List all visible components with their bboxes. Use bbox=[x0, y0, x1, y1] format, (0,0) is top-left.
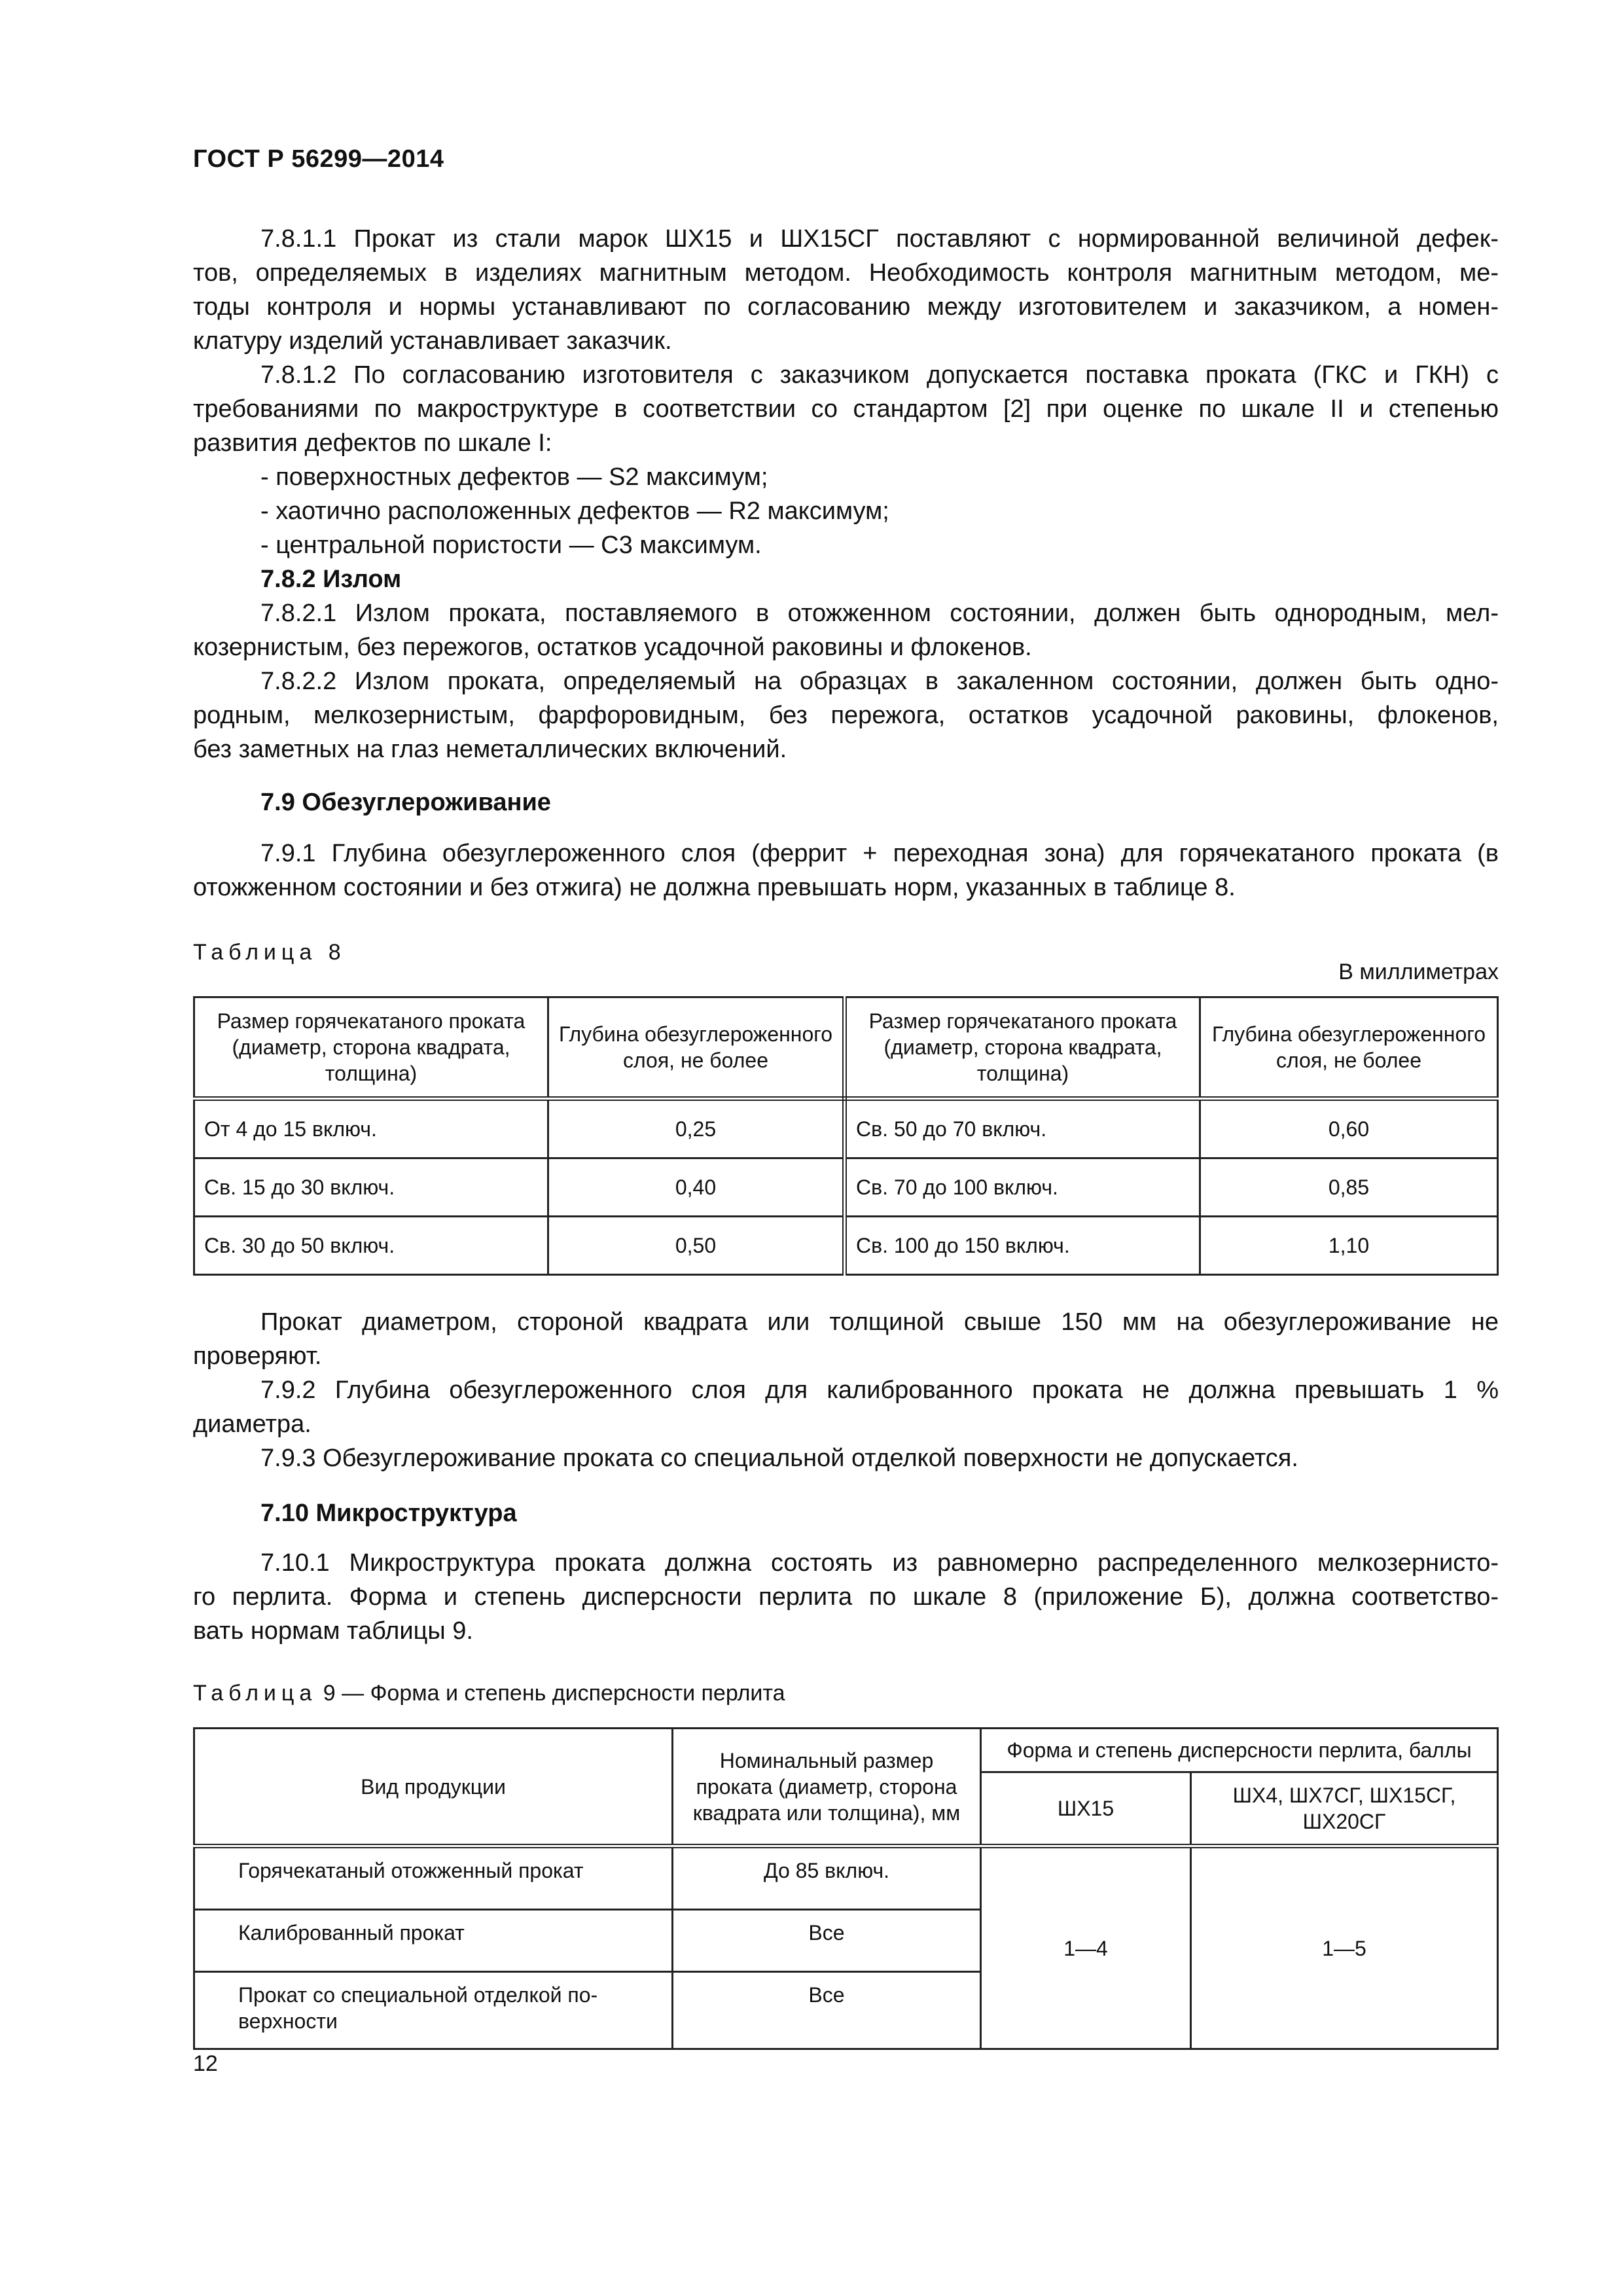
text-line: 7.8.2.1 Излом проката, поставляемого в отожженном состоянии, должен быть однородным, мел- bbox=[260, 600, 1499, 627]
table-cell: Св. 70 до 100 включ. bbox=[845, 1158, 1200, 1217]
paragraph-7-10-1 bbox=[193, 1546, 1499, 1648]
table-cell: Прокат со специальной отделкой по-верхности bbox=[194, 1972, 673, 2049]
table-row bbox=[194, 1846, 1498, 1910]
text-line: 7.10.1 Микроструктура проката должна состоять из равномерно распределенного мелкозернисто- bbox=[260, 1549, 1499, 1577]
text-line: тоды контроля и нормы устанавливают по согласованию между изготовителем и заказчиком, а номен- bbox=[193, 293, 1499, 321]
section-heading-7-10 bbox=[193, 1496, 1499, 1530]
heading-text: 7.9 Обезуглероживание bbox=[260, 789, 551, 816]
table-cell: Горячекатаный отожженный прокат bbox=[194, 1846, 673, 1910]
table-cell: Св. 100 до 150 включ. bbox=[845, 1217, 1200, 1275]
header-form: Форма и степень дисперсности перлита, баллы bbox=[981, 1729, 1498, 1772]
table-9-caption: Таблица 9 — Форма и степень дисперсности перлита bbox=[193, 1681, 785, 1706]
text-line: 7.8.1.2 По согласованию изготовителя с заказчиком допускается поставка проката (ГКС и ГКН) с bbox=[260, 361, 1499, 389]
text-line: родным, мелкозернистым, фарфоровидным, без пережога, остатков усадочной раковины, флокенов, bbox=[193, 702, 1499, 729]
text-line: 7.9.1 Глубина обезуглероженного слоя (феррит + переходная зона) для горячекатаного проката (в bbox=[260, 840, 1499, 867]
section-heading-7-9 bbox=[193, 785, 1499, 819]
table-cell: От 4 до 15 включ. bbox=[194, 1099, 548, 1158]
list-item: - центральной пористости — С3 максимум. bbox=[260, 531, 762, 559]
heading-text: 7.10 Микроструктура bbox=[260, 1499, 517, 1527]
header-depth: Глубина обезуглероженного слоя, не более bbox=[548, 997, 845, 1099]
table-row bbox=[194, 1217, 1498, 1275]
paragraph-7-9-1 bbox=[193, 836, 1499, 905]
list-item: - поверхностных дефектов — S2 максимум; bbox=[260, 463, 768, 491]
table-cell: 1—5 bbox=[1191, 1846, 1498, 2049]
text-line: козернистым, без пережогов, остатков усадочной раковины и флокенов. bbox=[193, 634, 1032, 661]
paragraph-7-8-1-2 bbox=[193, 358, 1499, 766]
table-cell: 0,85 bbox=[1200, 1158, 1498, 1217]
header-size: Номинальный размер проката (диаметр, сторона квадрата или толщина), мм bbox=[673, 1729, 981, 1846]
table-9 bbox=[193, 1727, 1499, 2050]
text-line: 7.8.1.1 Прокат из стали марок ШХ15 и ШХ15СГ поставляют с нормированной величиной дефек- bbox=[260, 225, 1499, 253]
table-cell: Св. 15 до 30 включ. bbox=[194, 1158, 548, 1217]
section-heading-7-8-2: 7.8.2 Излом bbox=[260, 565, 402, 593]
paragraph-7-8-1-1 bbox=[193, 222, 1499, 358]
text-line: проверяют. bbox=[193, 1342, 322, 1370]
header-grade-2: ШХ4, ШХ7СГ, ШХ15СГ, ШХ20СГ bbox=[1191, 1772, 1498, 1846]
text-line: без заметных на глаз неметаллических включений. bbox=[193, 736, 787, 763]
document-header: ГОСТ Р 56299—2014 bbox=[193, 145, 444, 173]
table-cell: 0,60 bbox=[1200, 1099, 1498, 1158]
table-cell: До 85 включ. bbox=[673, 1846, 981, 1910]
header-size: Размер горячекатаного проката (диаметр, сторона квадрата, толщина) bbox=[845, 997, 1200, 1099]
text-line: го перлита. Форма и степень дисперсности перлита по шкале 8 (приложение Б), должна соответство- bbox=[193, 1583, 1499, 1611]
table-cell: 0,50 bbox=[548, 1217, 845, 1275]
table-cell: Св. 50 до 70 включ. bbox=[845, 1099, 1200, 1158]
table-cell: 1,10 bbox=[1200, 1217, 1498, 1275]
table-header-row bbox=[194, 997, 1498, 1099]
header-depth: Глубина обезуглероженного слоя, не более bbox=[1200, 997, 1498, 1099]
table-cell: Св. 30 до 50 включ. bbox=[194, 1217, 548, 1275]
table-8 bbox=[193, 996, 1499, 1276]
table-row bbox=[194, 1158, 1498, 1217]
table-8-caption: Таблица 8 bbox=[193, 940, 346, 965]
text-line: требованиями по макроструктуре в соответствии со стандартом [2] при оценке по шкале II и степенью bbox=[193, 395, 1499, 423]
text-line: 7.8.2.2 Излом проката, определяемый на образцах в закаленном состоянии, должен быть одно- bbox=[260, 668, 1499, 695]
text-line: тов, определяемых в изделиях магнитным методом. Необходимость контроля магнитным методом, ме- bbox=[193, 259, 1499, 287]
table-8-units: В миллиметрах bbox=[1338, 960, 1499, 984]
table-cell: 0,25 bbox=[548, 1099, 845, 1158]
text-line: 7.9.3 Обезуглероживание проката со специальной отделкой поверхности не допускается. bbox=[260, 1444, 1298, 1472]
list-item: - хаотично расположенных дефектов — R2 максимум; bbox=[260, 497, 889, 525]
text-line: развития дефектов по шкале I: bbox=[193, 429, 552, 457]
table-cell: Все bbox=[673, 1972, 981, 2049]
table-cell: Калиброванный прокат bbox=[194, 1910, 673, 1972]
table-cell: 1—4 bbox=[981, 1846, 1191, 2049]
text-line: Прокат диаметром, стороной квадрата или толщиной свыше 150 мм на обезуглероживание не bbox=[260, 1308, 1499, 1336]
text-line: клатуру изделий устанавливает заказчик. bbox=[193, 327, 672, 355]
text-line: вать нормам таблицы 9. bbox=[193, 1617, 473, 1645]
text-line: диаметра. bbox=[193, 1410, 312, 1438]
header-size: Размер горячекатаного проката (диаметр, сторона квадрата, толщина) bbox=[194, 997, 548, 1099]
header-grade-1: ШХ15 bbox=[981, 1772, 1191, 1846]
table-cell: 0,40 bbox=[548, 1158, 845, 1217]
table-header-row bbox=[194, 1729, 1498, 1772]
table-row bbox=[194, 1099, 1498, 1158]
text-line: отожженном состоянии и без отжига) не должна превышать норм, указанных в таблице 8. bbox=[193, 874, 1236, 901]
paragraph-after-table-8 bbox=[193, 1305, 1499, 1475]
page-number: 12 bbox=[193, 2051, 218, 2076]
header-product: Вид продукции bbox=[194, 1729, 673, 1846]
table-cell: Все bbox=[673, 1910, 981, 1972]
text-line: 7.9.2 Глубина обезуглероженного слоя для калиброванного проката не должна превышать 1 % bbox=[260, 1376, 1499, 1404]
